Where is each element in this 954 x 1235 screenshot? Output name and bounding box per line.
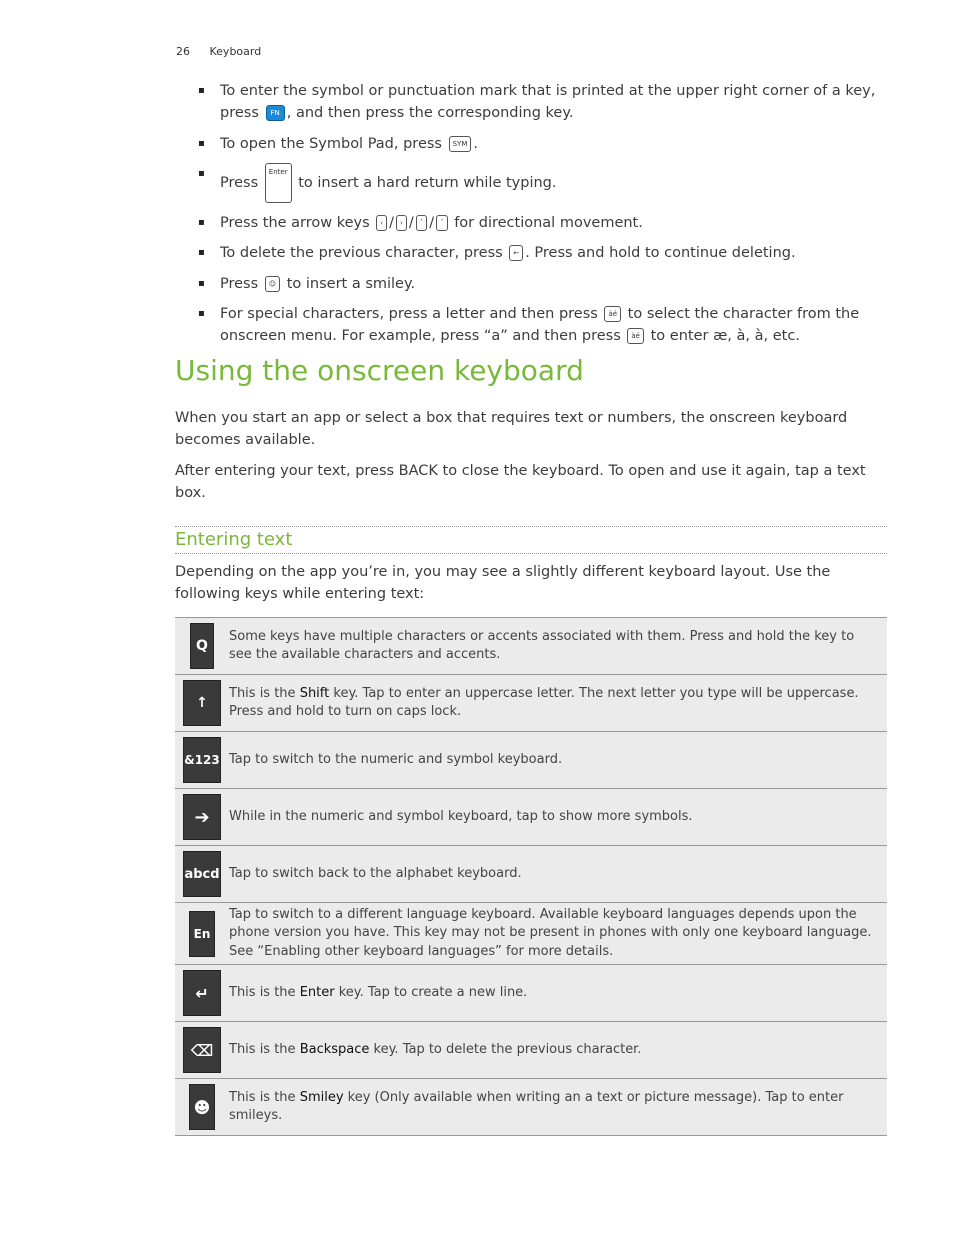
- section-paragraph: After entering your text, press BACK to close the keyboard. To open and use it again, tap a text box.: [175, 463, 866, 501]
- alphabet-key-icon: abcd: [183, 851, 221, 897]
- table-row: &123 Tap to switch to the numeric and symbol keyboard.: [175, 732, 887, 789]
- list-item: ▪ Press Enter to insert a hard return while typing.: [198, 163, 888, 203]
- table-row: abcd Tap to switch back to the alphabet keyboard.: [175, 846, 887, 903]
- sym-key-icon: SYM: [449, 136, 472, 152]
- section-paragraph: When you start an app or select a box that requires text or numbers, the onscreen keyboard becomes available.: [175, 410, 848, 448]
- subsection-title: Entering text: [175, 529, 293, 550]
- page-number: 26: [176, 45, 190, 58]
- shift-key-icon: ↑: [183, 680, 221, 726]
- numeric-key-icon: &123: [183, 737, 221, 783]
- backspace-key-icon: ←: [509, 245, 523, 261]
- accent-key-icon: àé: [604, 306, 621, 322]
- right-arrow-key-icon: ›: [396, 215, 407, 231]
- language-key-icon: En: [189, 911, 215, 957]
- header-section: Keyboard: [209, 45, 262, 58]
- q-key-icon: Q: [190, 623, 214, 669]
- divider: [175, 526, 887, 527]
- list-item: ▪ Press the arrow keys ‹ / › / ˆ / ˇ for directional movement.: [198, 212, 888, 234]
- smiley-key-icon: ☺: [265, 276, 280, 292]
- section-title: Using the onscreen keyboard: [175, 354, 584, 387]
- enter-key-icon: ↵: [183, 970, 221, 1016]
- up-arrow-key-icon: ˆ: [416, 215, 428, 231]
- table-row: ⌫ This is the Backspace key. Tap to delete the previous character.: [175, 1022, 887, 1079]
- divider: [175, 553, 887, 554]
- left-arrow-key-icon: ‹: [376, 215, 387, 231]
- accent-key-icon: àé: [627, 328, 644, 344]
- list-item: ▪ To delete the previous character, press ← . Press and hold to continue deleting.: [198, 242, 888, 264]
- subsection-intro: Depending on the app you’re in, you may see a slightly different keyboard layout. Use the following keys while entering text:: [175, 564, 831, 602]
- table-row: ➔ While in the numeric and symbol keyboard, tap to show more symbols.: [175, 789, 887, 846]
- table-row: Q Some keys have multiple characters or accents associated with them. Press and hold the key to see the available characters and accents.: [175, 618, 887, 675]
- smiley-key-icon: ☻: [189, 1084, 215, 1130]
- keyboard-keys-table: [175, 617, 887, 1136]
- list-item: ▪ Press ☺ to insert a smiley.: [198, 273, 888, 295]
- list-item: ▪ To open the Symbol Pad, press SYM .: [198, 133, 888, 155]
- page-header: [176, 45, 261, 58]
- list-item: ▪ For special characters, press a letter and then press àé to select the character from the onscreen menu. For example, press “a” and then press àé to enter æ, à, à, etc.: [198, 303, 888, 347]
- table-row: ↑ This is the Shift key. Tap to enter an uppercase letter. The next letter you type will be uppercase. Press and hold to turn on caps lock.: [175, 675, 887, 732]
- fn-key-icon: FN: [266, 105, 285, 121]
- tips-list: [198, 80, 888, 356]
- down-arrow-key-icon: ˇ: [436, 215, 448, 231]
- table-row: ↵ This is the Enter key. Tap to create a new line.: [175, 965, 887, 1022]
- table-row: ☻ This is the Smiley key (Only available when writing an a text or picture message). Tap to enter smileys.: [175, 1079, 887, 1136]
- enter-key-icon: Enter: [265, 163, 292, 203]
- more-symbols-arrow-icon: ➔: [183, 794, 221, 840]
- backspace-key-icon: ⌫: [183, 1027, 221, 1073]
- list-item: ▪ To enter the symbol or punctuation mark that is printed at the upper right corner of a key, press FN , and then press the corresponding key.: [198, 80, 888, 124]
- table-row: En Tap to switch to a different language keyboard. Available keyboard languages depends upon the phone version you have. This key may not be present in phones with only one keyboard language. See “Enabling other keyboard languages” for more details.: [175, 903, 887, 965]
